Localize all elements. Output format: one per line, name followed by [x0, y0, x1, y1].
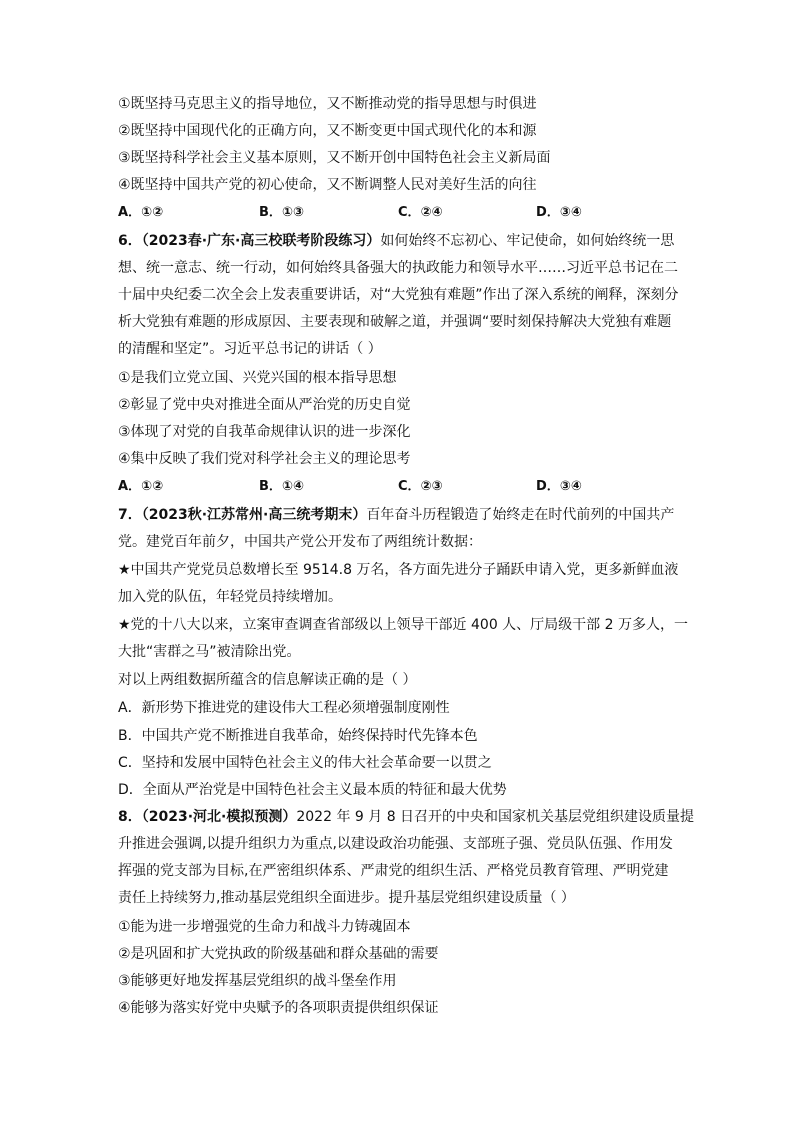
choice-c: C．坚持和发展中国特色社会主义的伟大社会革命要一以贯之: [118, 755, 492, 771]
question-7-header: [118, 505, 674, 525]
question-text: 想、统一意志、统一行动，如何始终具备强大的执政能力和领导水平……习近平总书记在二: [118, 260, 678, 276]
option-c: C．②③: [398, 479, 443, 494]
option-b: B．①③: [259, 205, 304, 220]
data-line: 加入党的队伍，年轻党员持续增加。: [118, 589, 342, 605]
option-a: A．①②: [118, 205, 164, 220]
question-8-header: [118, 807, 694, 827]
question-text: 如何始终不忘初心、牢记使命，如何始终统一思: [380, 233, 675, 249]
question-source: （2023秋·江苏常州·高三统考期末）: [141, 507, 367, 523]
statement-2: ②是巩固和扩大党执政的阶级基础和群众基础的需要: [118, 946, 439, 962]
statement-3: ③既坚持科学社会主义基本原则，又不断开创中国特色社会主义新局面: [118, 150, 551, 166]
statement-2: ②既坚持中国现代化的正确方向，又不断变更中国式现代化的本和源: [118, 123, 537, 139]
choice-d: D．全面从严治党是中国特色社会主义最本质的特征和最大优势: [118, 782, 507, 798]
statement-4: ④既坚持中国共产党的初心使命，又不断调整人民对美好生活的向往: [118, 177, 537, 193]
question-prompt: 对以上两组数据所蕴含的信息解读正确的是（ ）: [118, 672, 417, 688]
question-source: （2023·河北·模拟预测）: [141, 809, 297, 825]
statement-1: ①是我们立党立国、兴党兴国的根本指导思想: [118, 370, 397, 386]
question-number: 6．: [118, 233, 142, 249]
question-text: 十届中央纪委二次全会上发表重要讲话，对“大党独有难题”作出了深入系统的阐释，深刻分: [118, 287, 679, 303]
question-source: （2023春·广东·高三校联考阶段练习）: [141, 233, 381, 249]
question-text: 析大党独有难题的形成原因、主要表现和破解之道，并强调“要时刻保持解决大党独有难题: [118, 314, 672, 330]
question-number: 8．: [118, 809, 142, 825]
statement-2: ②彰显了党中央对推进全面从严治党的历史自觉: [118, 397, 411, 413]
data-line: ★中国共产党党员总数增长至 9514.8 万名，各方面先进分子踊跃申请入党，更多新鲜血液: [118, 562, 679, 578]
statement-1: ①能为进一步增强党的生命力和战斗力铸魂固本: [118, 919, 411, 935]
question-text: 2022 年 9 月 8 日召开的中央和国家机关基层党组织建设质量提: [296, 809, 695, 825]
question-6-header: [118, 231, 674, 251]
statement-3: ③体现了对党的自我革命规律认识的进一步深化: [118, 424, 411, 440]
option-d: D．③④: [536, 479, 582, 494]
question-number: 7．: [118, 507, 142, 523]
choice-a: A．新形势下推进党的建设伟大工程必须增强制度刚性: [118, 700, 450, 716]
data-line: 大批“害群之马”被清除出党。: [118, 644, 301, 660]
option-d: D．③④: [536, 205, 582, 220]
data-line: ★党的十八大以来，立案审查调查省部级以上领导干部近 400 人、厅局级干部 2 万多人，一: [118, 617, 688, 633]
statement-1: ①既坚持马克思主义的指导地位，又不断推动党的指导思想与时俱进: [118, 96, 537, 112]
statement-3: ③能够更好地发挥基层党组织的战斗堡垒作用: [118, 973, 397, 989]
question-text: 党。建党百年前夕，中国共产党公开发布了两组统计数据：: [118, 534, 482, 550]
question-text: 百年奋斗历程锻造了始终走在时代前列的中国共产: [366, 507, 675, 523]
answer-options-q6: [118, 477, 678, 497]
question-text: 升推进会强调,以提升组织力为重点,以建设政治功能强、支部班子强、党员队伍强、作用发: [118, 836, 673, 852]
statement-4: ④集中反映了我们党对科学社会主义的理论思考: [118, 451, 411, 467]
question-text: 责任上持续努力,推动基层党组织全面进步。提升基层党组织建设质量（ ）: [118, 890, 575, 906]
question-text: 挥强的党支部为目标,在严密组织体系、严肃党的组织生活、严格党员教育管理、严明党建: [118, 863, 669, 879]
answer-options-q5: [118, 203, 678, 223]
option-b: B．①④: [259, 479, 304, 494]
option-c: C．②④: [398, 205, 443, 220]
choice-b: B．中国共产党不断推进自我革命，始终保持时代先锋本色: [118, 728, 478, 744]
statement-4: ④能够为落实好党中央赋予的各项职责提供组织保证: [118, 1000, 439, 1016]
option-a: A．①②: [118, 479, 164, 494]
question-text: 的清醒和坚定”。习近平总书记的讲话（ ）: [118, 341, 382, 357]
